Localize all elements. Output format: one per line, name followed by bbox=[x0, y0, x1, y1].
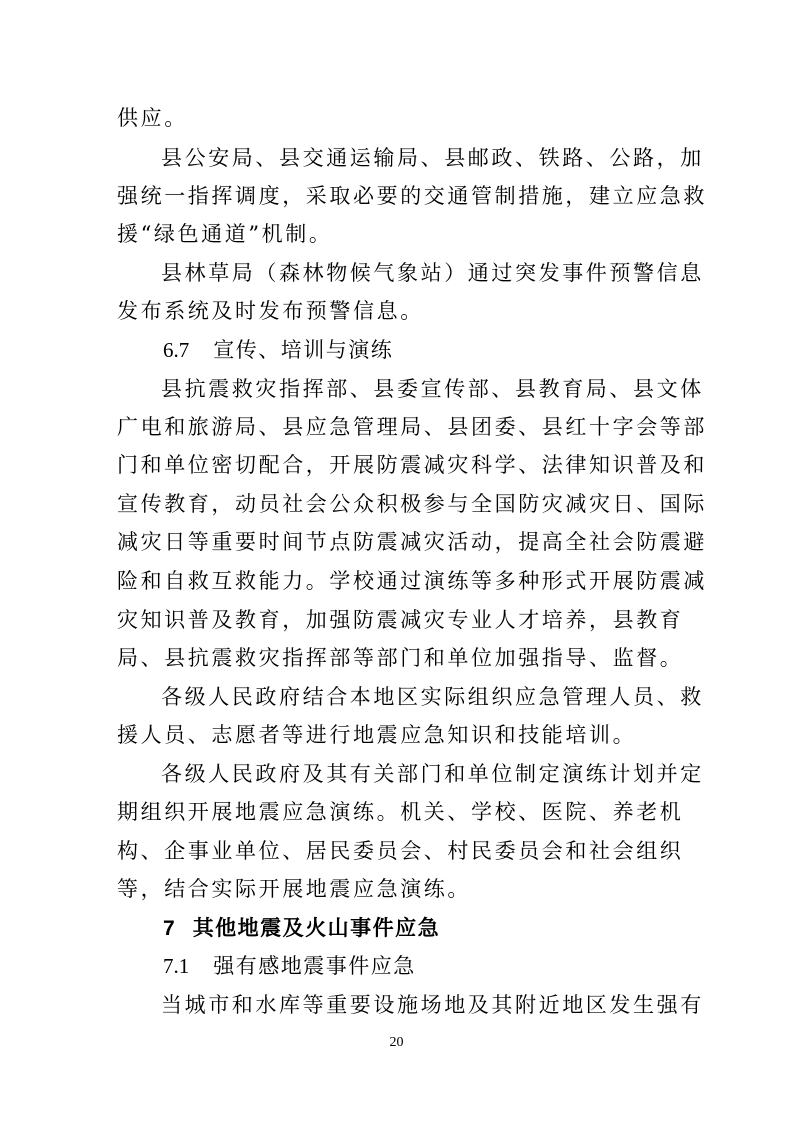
body-line: 强统一指挥调度，采取必要的交通管制措施，建立应急救 bbox=[117, 184, 707, 208]
section-heading-7-1 bbox=[163, 952, 416, 980]
section-title: 宣传、培训与演练 bbox=[213, 338, 394, 362]
body-line: 援人员、志愿者等进行地震应急知识和技能培训。 bbox=[117, 723, 637, 747]
body-line: 等，结合实际开展地震应急演练。 bbox=[117, 877, 471, 901]
body-line: 局、县抗震救灾指挥部等部门和单位加强指导、监督。 bbox=[117, 646, 684, 670]
section-number: 7.1 bbox=[163, 954, 190, 978]
body-line: 当城市和水库等重要设施场地及其附近地区发生强有 bbox=[161, 993, 704, 1017]
body-line: 县抗震救灾指挥部、县委宣传部、县教育局、县文体 bbox=[161, 377, 704, 401]
body-line: 宣传教育，动员社会公众积极参与全国防灾减灾日、国际 bbox=[117, 492, 707, 516]
body-line: 广电和旅游局、县应急管理局、县团委、县红十字会等部 bbox=[117, 415, 707, 439]
body-line: 构、企事业单位、居民委员会、村民委员会和社会组织 bbox=[117, 839, 684, 863]
section-title: 其他地震及火山事件应急 bbox=[192, 916, 441, 940]
body-line: 减灾日等重要时间节点防震减灾活动，提高全社会防震避 bbox=[117, 530, 707, 554]
section-heading-6-7 bbox=[163, 336, 393, 364]
body-line: 发布系统及时发布预警信息。 bbox=[117, 299, 424, 323]
page-number: 20 bbox=[389, 1035, 404, 1050]
body-line: 门和单位密切配合，开展防震减灾科学、法律知识普及和 bbox=[117, 453, 707, 477]
body-line: 供应。 bbox=[117, 106, 188, 130]
body-line: 各级人民政府及其有关部门和单位制定演练计划并定 bbox=[161, 762, 704, 786]
section-title: 强有感地震事件应急 bbox=[213, 954, 416, 978]
section-number: 7 bbox=[163, 917, 175, 940]
body-line: 县林草局（森林物候气象站）通过突发事件预警信息 bbox=[161, 261, 704, 285]
body-line: 期组织开展地震应急演练。机关、学校、医院、养老机 bbox=[117, 800, 684, 824]
body-line: 县公安局、县交通运输局、县邮政、铁路、公路，加 bbox=[161, 146, 704, 170]
body-line: 援“绿色通道”机制。 bbox=[117, 222, 333, 246]
section-heading-7 bbox=[163, 914, 440, 943]
body-line: 灾知识普及教育，加强防震减灾专业人才培养，县教育 bbox=[117, 608, 684, 632]
section-number: 6.7 bbox=[163, 338, 190, 362]
body-line: 各级人民政府结合本地区实际组织应急管理人员、救 bbox=[161, 685, 704, 709]
body-line: 险和自救互救能力。学校通过演练等多种形式开展防震减 bbox=[117, 569, 707, 593]
